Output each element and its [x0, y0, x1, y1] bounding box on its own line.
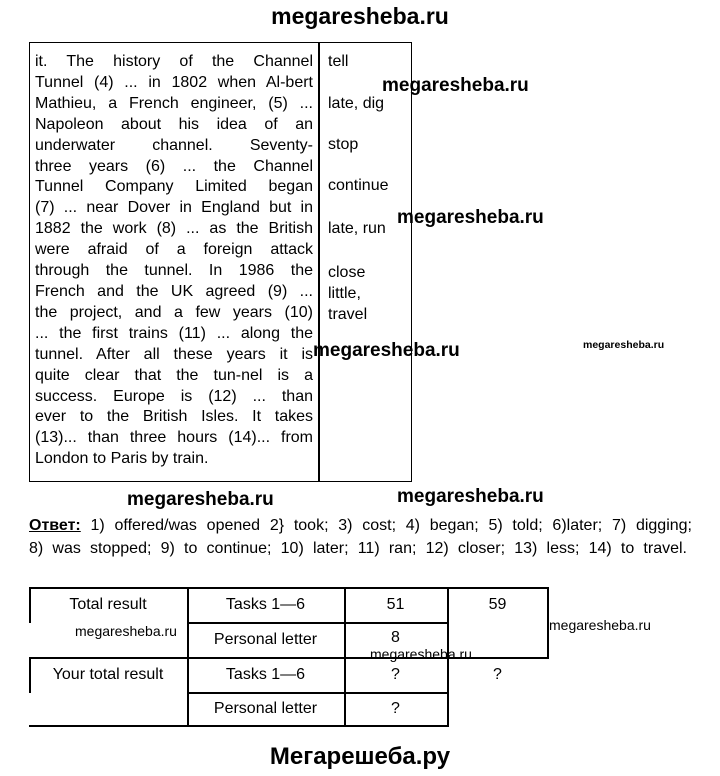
total-tasks-score: 51: [386, 595, 405, 613]
answer-line-1: [29, 516, 692, 536]
text-line: it. The history of the Channel: [35, 53, 313, 70]
text-line: underwater channel. Seventy-: [35, 136, 313, 154]
word-prompt: late, dig: [328, 95, 385, 112]
text-line: the project, and a few years (10): [35, 303, 313, 321]
text-line: Tunnel (4) ... in 1802 when Al-bert: [35, 73, 313, 91]
watermark: megaresheba.ru: [75, 623, 177, 639]
watermark: megaresheba.ru: [549, 617, 651, 633]
watermark: megaresheba.ru: [397, 207, 544, 228]
text-line: (13)... than three hours (14)... from: [35, 429, 313, 447]
your-sum-score: ?: [493, 665, 502, 683]
answer-text: 1) offered/was opened 2} took; 3) cost; 4) began; 5) told; 6)later; 7) digging;: [90, 517, 692, 534]
word-prompt: travel: [328, 306, 368, 323]
word-prompt: late, run: [328, 220, 386, 237]
personal-letter-label: Personal letter: [213, 700, 318, 717]
text-line: Napoleon about his idea of an: [35, 115, 313, 133]
text-line: quite clear that the tun-nel is a: [35, 366, 313, 384]
text-line: French and the UK agreed (9) ...: [35, 282, 313, 300]
text-line: (7) ... near Dover in England but in: [35, 199, 313, 217]
word-prompt: continue: [328, 177, 389, 194]
text-line: through the tunnel. In 1986 the: [35, 262, 313, 280]
total-personal-score: 8: [391, 628, 400, 646]
word-prompt: close: [328, 264, 366, 281]
text-line: Mathieu, a French engineer, (5) ...: [35, 94, 313, 112]
text-line: tunnel. After all these years it is: [35, 345, 313, 363]
watermark: megaresheba.ru: [370, 646, 472, 662]
watermark: megaresheba.ru: [583, 339, 665, 351]
your-total-result-label: Your total result: [52, 665, 164, 683]
total-result-label: Total result: [69, 595, 147, 613]
text-line: ... the first trains (11) ... along the: [35, 324, 313, 342]
site-title: megaresheba.ru: [271, 3, 449, 29]
watermark: megaresheba.ru: [397, 486, 544, 507]
text-line: Tunnel Company Limited began: [35, 178, 313, 196]
text-line: 1882 the work (8) ... as the British: [35, 220, 313, 238]
word-prompt: little,: [328, 285, 361, 302]
your-tasks-score: ?: [391, 665, 400, 683]
text-line: were afraid of a foreign attack: [35, 241, 313, 259]
footer-title: Мегарешеба.ру: [269, 743, 451, 770]
text-line: success. Europe is (12) ... than: [35, 387, 313, 405]
word-prompt: stop: [328, 136, 359, 153]
watermark: megaresheba.ru: [127, 489, 274, 510]
text-line: ever to the British Isles. It takes: [35, 408, 313, 426]
text-line: three years (6) ... the Channel: [35, 157, 313, 175]
text-line: London to Paris by train.: [35, 450, 209, 468]
watermark: megaresheba.ru: [382, 75, 529, 96]
total-sum-score: 59: [488, 595, 507, 613]
word-prompt: tell: [328, 53, 349, 70]
tasks-label: Tasks 1—6: [225, 595, 306, 613]
answer-line-2: 8) was stopped; 9) to continue; 10) later; 11) ran; 12) closer; 13) less; 14) to travel.: [29, 540, 687, 557]
tasks-label: Tasks 1—6: [225, 665, 306, 683]
answer-label: Ответ:: [29, 517, 81, 534]
personal-letter-label: Personal letter: [213, 630, 318, 648]
exercise-column-divider: [318, 42, 320, 482]
watermark: megaresheba.ru: [313, 340, 460, 361]
your-personal-score: ?: [391, 700, 400, 717]
exercise-text: [35, 52, 313, 470]
